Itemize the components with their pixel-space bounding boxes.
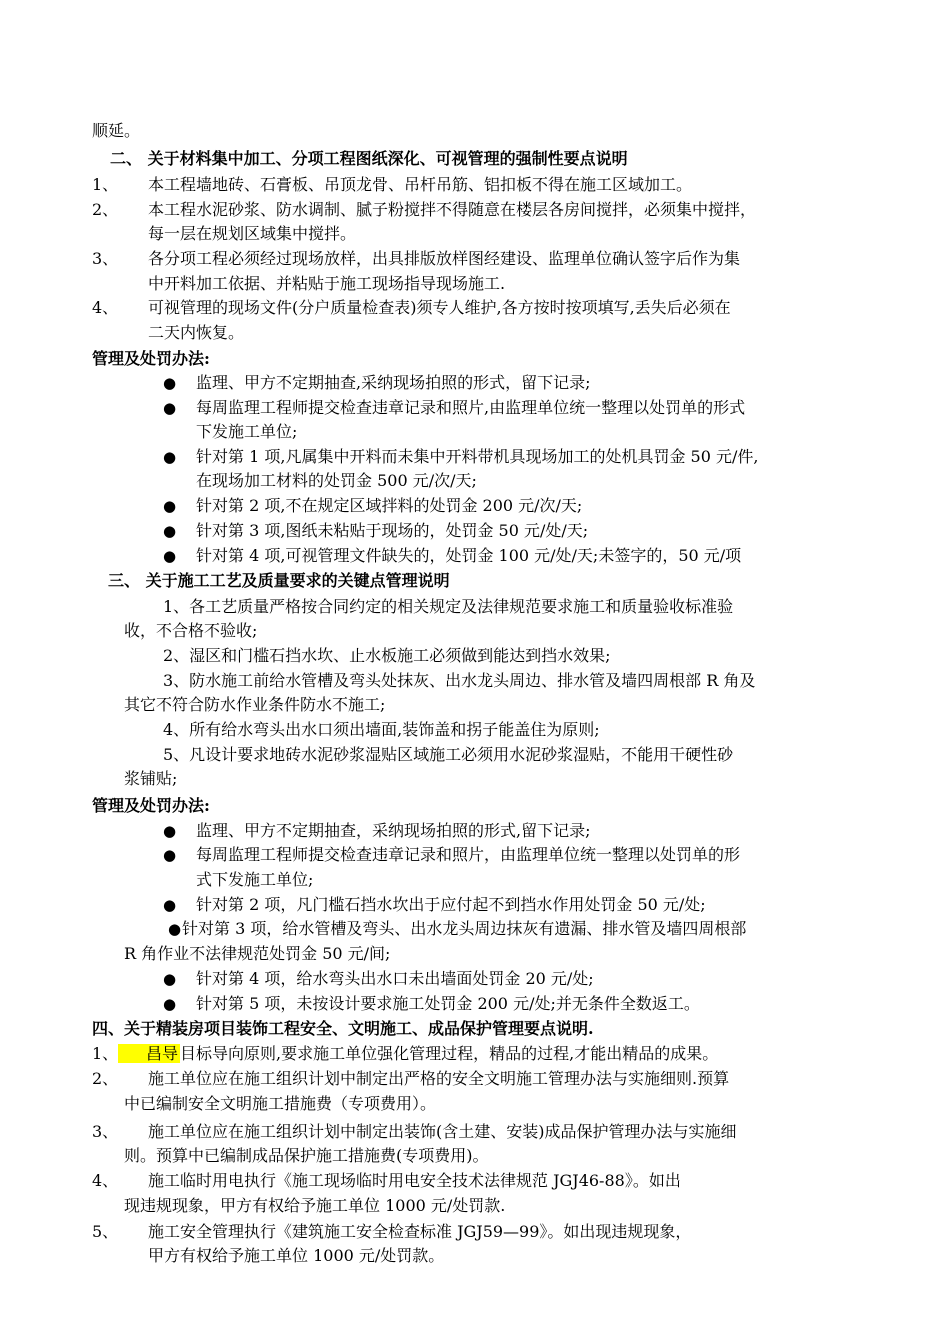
penalty-text: 每周监理工程师提交检查违章记录和照片,由监理单位统一整理以处罚单的形式 [196,398,746,417]
section-3-para-5: 5、凡设计要求地砖水泥砂浆湿贴区域施工必须用水泥砂浆湿贴，不能用干硬性砂 [163,745,734,764]
item-text: 甲方有权给予施工单位 1000 元/处罚款。 [148,1246,445,1265]
penalty-text: 针对第 2 项，凡门槛石挡水坎出于应付起不到挡水作用处罚金 50 元/处; [196,895,706,914]
item-text: 各分项工程必须经过现场放样，出具排版放样图经建设、监理单位确认签字后作为集 [148,249,741,268]
penalty-text: 针对第 4 项，给水弯头出水口未出墙面处罚金 20 元/处; [196,969,594,988]
highlighted-text: 昌导 [118,1044,180,1063]
item-text: 本工程墙地砖、石膏板、吊顶龙骨、吊杆吊筋、铝扣板不得在施工区域加工。 [148,175,693,194]
penalty-text: 下发施工单位; [196,422,298,441]
item-text: 施工单位应在施工组织计划中制定出严格的安全文明施工管理办法与实施细则.预算 [148,1069,730,1088]
penalty-text: 针对第 2 项,不在规定区域拌料的处罚金 200 元/次/天; [196,496,583,515]
item-text: 施工单位应在施工组织计划中制定出装饰(含土建、安装)成品保护管理办法与实施细 [148,1122,737,1141]
section-3-para-1: 1、各工艺质量严格按合同约定的相关规定及法律规范要求施工和质量验收标准验 [163,597,734,616]
section-2-penalty-title: 管理及处罚办法: [92,349,210,368]
section-3-para-3-cont: 其它不符合防水作业条件防水不施工; [124,695,386,714]
bullet-icon: ● [163,399,177,417]
penalty-text: 式下发施工单位; [196,870,314,889]
section-3-para-2: 2、湿区和门槛石挡水坎、止水板施工必须做到能达到挡水效果; [163,646,611,665]
bullet-icon: ● [163,896,177,914]
section-3-para-5-cont: 浆铺贴; [124,769,178,788]
bullet-icon: ● [163,995,177,1013]
item-number: 1、 [92,175,119,194]
section-3-penalty-title: 管理及处罚办法: [92,796,210,815]
item-number: 2、 [92,200,119,219]
item-number: 3、 [92,1122,119,1141]
item-text: 二天内恢复。 [148,323,245,342]
item-number: 5、 [92,1222,119,1241]
bullet-icon: ● [163,374,177,392]
item-text: 中已编制安全文明施工措施费（专项费用）。 [124,1094,437,1113]
item-text: 本工程水泥砂浆、防水调制、腻子粉搅拌不得随意在楼层各房间搅拌，必须集中搅拌， [148,200,757,219]
item-number: 4、 [92,1171,119,1190]
item-text [118,1043,718,1065]
item-text: 则。预算中已编制成品保护施工措施费(专项费用)。 [124,1146,489,1165]
section-2-title: 二、 关于材料集中加工、分项工程图纸深化、可视管理的强制性要点说明 [110,149,628,168]
bullet-icon: ● [163,822,177,840]
section-3-title: 三、 关于施工工艺及质量要求的关键点管理说明 [108,571,450,590]
intro-text: 顺延。 [92,121,141,140]
penalty-text: 针对第 5 项，未按设计要求施工处罚金 200 元/处;并无条件全数返工。 [196,994,700,1013]
bullet-icon: ● [163,970,177,988]
item-text: 每一层在规划区域集中搅拌。 [148,224,357,243]
section-3-para-1-cont: 收，不合格不验收; [124,621,258,640]
section-3-para-3: 3、防水施工前给水管槽及弯头处抹灰、出水龙头周边、排水管及墙四周根部 R 角及 [163,671,756,690]
item-text: 现违规现象，甲方有权给予施工单位 1000 元/处罚款. [124,1196,506,1215]
bullet-icon: ● [163,846,177,864]
item-text: 施工临时用电执行《施工现场临时用电安全技术法律规范 JGJ46-88》。如出 [148,1171,681,1190]
item-number: 1、 [92,1044,119,1063]
item-number: 4、 [92,298,119,317]
bullet-icon: ● [163,522,177,540]
penalty-text: 针对第 3 项,图纸未粘贴于现场的，处罚金 50 元/处/天; [196,521,589,540]
item-text-rest: 目标导向原则,要求施工单位强化管理过程，精品的过程,才能出精品的成果。 [180,1044,719,1063]
item-text: 施工安全管理执行《建筑施工安全检查标准 JGJ59—99》。如出现违规现象， [148,1222,692,1241]
penalty-text: 监理、甲方不定期抽查,采纳现场拍照的形式，留下记录; [196,373,591,392]
item-text: 可视管理的现场文件(分户质量检查表)须专人维护,各方按时按项填写,丢失后必须在 [148,298,731,317]
penalty-text: 针对第 1 项,凡属集中开料而未集中开料带机具现场加工的处机具罚金 50 元/件, [196,447,759,466]
section-3-para-4: 4、所有给水弯头出水口须出墙面,装饰盖和拐子能盖住为原则; [163,720,600,739]
penalty-text: 监理、甲方不定期抽查，采纳现场拍照的形式,留下记录; [196,821,591,840]
penalty-text: 每周监理工程师提交检查违章记录和照片，由监理单位统一整理以处罚单的形 [196,845,741,864]
bullet-icon: ● [163,547,177,565]
item-number: 2、 [92,1069,119,1088]
item-text: 中开料加工依据、并粘贴于施工现场指导现场施工. [148,274,506,293]
section-4-title: 四、关于精装房项目装饰工程安全、文明施工、成品保护管理要点说明. [92,1019,594,1038]
penalty-text: R 角作业不法律规范处罚金 50 元/间; [124,944,391,963]
item-number: 3、 [92,249,119,268]
bullet-icon: ● [168,920,182,938]
penalty-text: 针对第 3 项，给水管槽及弯头、出水龙头周边抹灰有遗漏、排水管及墙四周根部 [182,919,747,938]
penalty-text: 针对第 4 项,可视管理文件缺失的，处罚金 100 元/处/天;未签字的，50 元/项 [196,546,742,565]
penalty-text: 在现场加工材料的处罚金 500 元/次/天; [196,471,477,490]
bullet-icon: ● [163,448,177,466]
bullet-icon: ● [163,497,177,515]
